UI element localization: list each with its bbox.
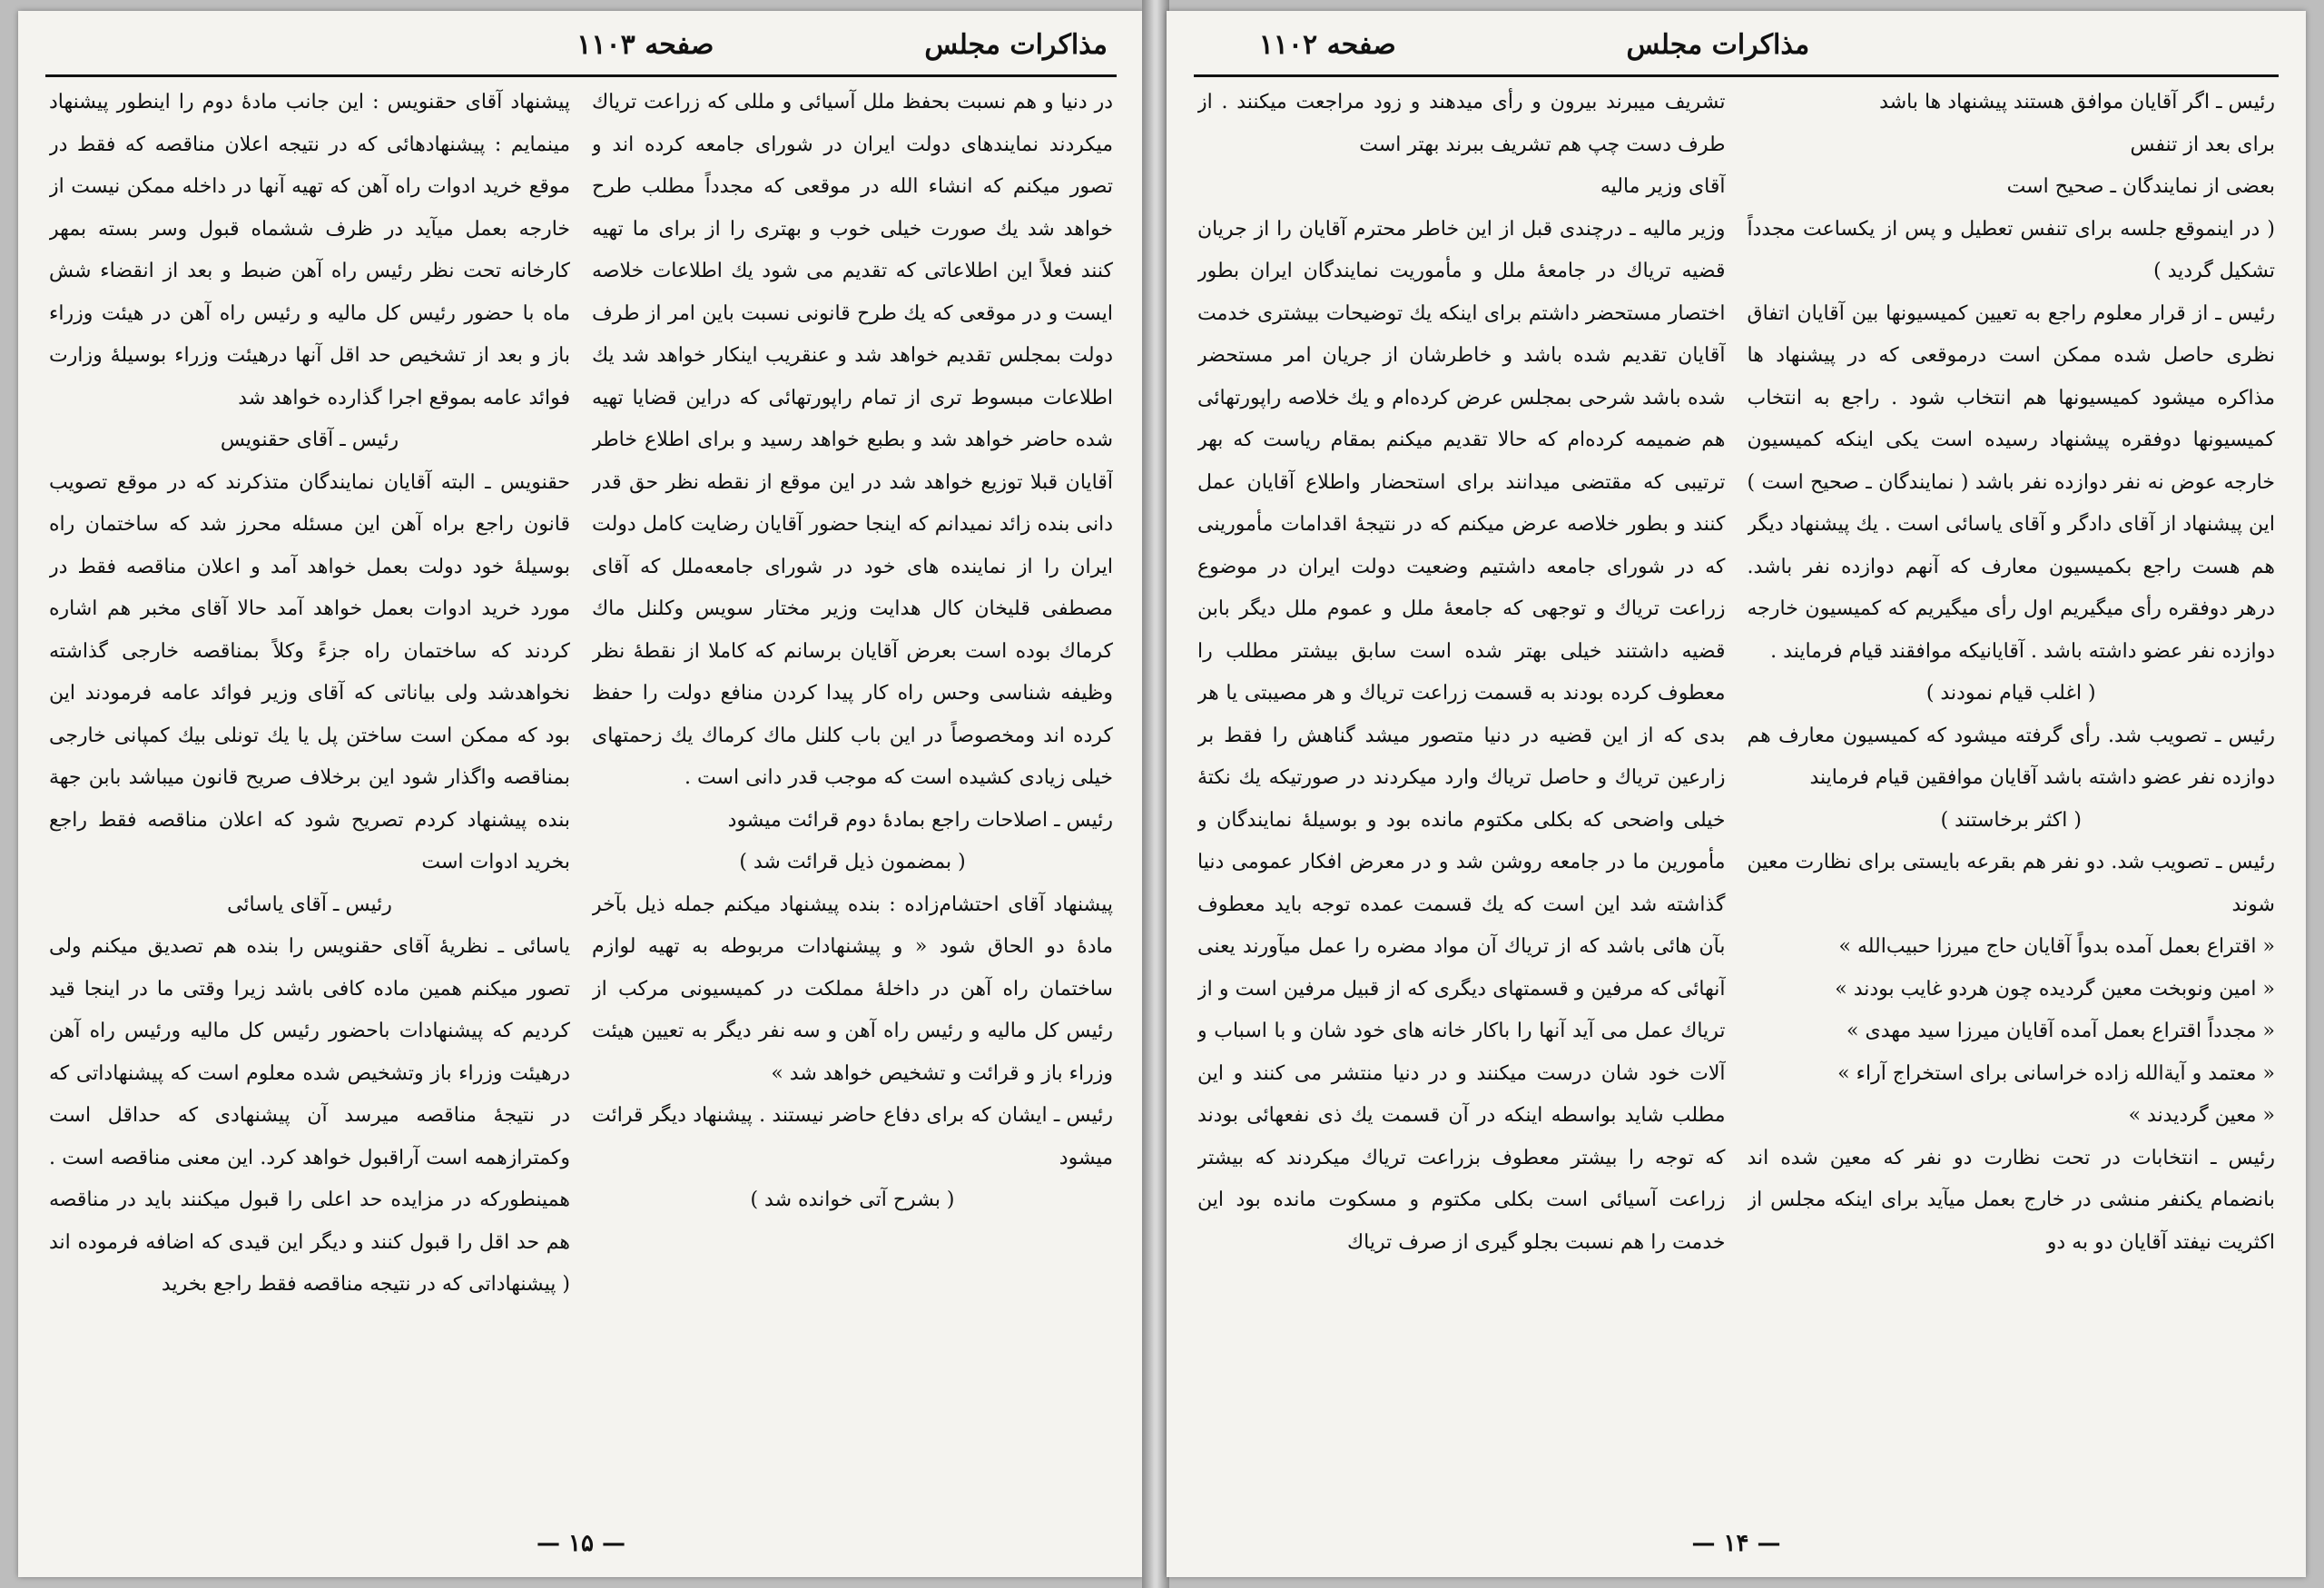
paragraph: « امین ونوبخت معین گردیده چون هردو غایب بودند » [1748,969,2276,1011]
paragraph: « مجدداً اقتراع بعمل آمده آقایان میرزا سید مهدی » [1748,1011,2276,1053]
paragraph: پیشنهاد آقای حقنویس : این جانب مادهٔ دوم را اینطور پیشنهاد مینمایم : پیشنهادهائی که در نتیجه اعلان مناقصه که فقط در موقع خرید ادوات راه آهن که تهیه آنها در داخله ممکن نیست از خارجه بعمل میآید در ظرف ششماه قبول وسر بسته بمهر کارخانه تحت نظر رئیس راه آهن ضبط و بعد از انقضاء شش ماه با حضور رئیس کل مالیه و رئیس راه آهن در هیئت وزراء باز و بعد از تشخیص حد اقل آنها درهیئت وزراء بوسیلهٔ وزارت فوائد عامه بموقع اجرا گذارده خواهد شد [49,91,570,409]
right-column-b [1197,82,1726,1514]
paragraph: آقای وزیر مالیه [1600,175,1726,198]
paragraph: یاسائی ـ نظریهٔ آقای حقنویس را بنده هم تصدیق میکنم ولی تصور میکنم همین ماده کافی باشد زیرا وقتی ما در اینجا قید کردیم که پیشنهادات باحضور رئیس کل مالیه ورئیس راه آهن درهیئت وزراء باز وتشخیص شده معلوم است که پیشنهاداتی که در نتیجهٔ مناقصه میرسد آن پیشنهادی که حداقل است وکمترازهمه است آراقبول خواهد کرد. این معنی مناقصه است . همینطورکه در مزایده حد اعلی را قبول میکنند باید در مناقصه هم حد اقل را قبول کنند و دیگر این قیدی که اضافه فرموده اند ( پیشنهاداتی که در نتیجه مناقصه فقط راجع بخرید [49,935,570,1296]
right-page [1167,11,2306,1577]
paragraph: در دنیا و هم نسبت بحفظ ملل آسیائی و مللی که زراعت تریاك میکردند نمایندهای دولت ایران در شورای جامعه کرده اند و تصور میکنم که انشاء الله در موقعی که مجدداً مطلب طرح خواهد شد یك صورت خیلی خوب و بهتری را از برای ما تهیه کنند فعلاً این اطلاعاتی که تقدیم می شود یك اطلاعات خلاصه ایست و در موقعی که یك طرح قانونی نسبت باین امر از طرف دولت بمجلس تقدیم خواهد شد و عنقریب اینکار خواهد شد یك اطلاعات مبسوط تری از تمام راپورتهائی که دراین قضایا تهیه شده حاضر خواهد شد و بطبع خواهد رسید و برای اطلاع خاطر آقایان قبلا توزیع خواهد شد در این موقع از نقطه نظر حق قدر دانی بنده زائد نمیدانم که اینجا حضور آقایان رضایت کامل دولت ایران را از نماینده های خود در شورای جامعه‌ملل که آقای مصطفی قلیخان کال هدایت وزیر مختار سویس وکلنل ماك کرماك بوده است بعرض آقایان برسانم که کاملا از نقطهٔ نظر وظیفه شناسی وحس راه کار پیدا کردن منافع دولت را حفظ کرده اند ومخصوصاً در این باب کلنل ماك کرماك یك زحمتهای خیلی زیادی کشیده است که موجب قدر دانی است . [592,91,1113,789]
right-header-title: مذاکرات مجلس [1626,29,1810,61]
paragraph: رئیس ـ ایشان که برای دفاع حاضر نیستند . پیشنهاد دیگر قرائت میشود [592,1104,1113,1169]
paragraph: حقنویس ـ البته آقایان نمایندگان متذکرند که در موقع تصویب قانون راجع براه آهن این مسئله محرز شد که ساختمان راه بوسیلهٔ خود دولت بعمل خواهد آمد و اعلان مناقصه فقط در مورد خرید ادوات بعمل خواهد آمد حالا آقای مخبر هم اشاره کردند که ساختمان راه جزءً وکلاً بمناقصه خارجی گذاشته نخواهدشد ولی بیاناتی که آقای وزیر فوائد عامه فرمودند این بود که ممکن است ساختن پل یا یك تونلی بیك کمپانی خارجی بمناقصه واگذار شود این برخلاف صریح قانون میباشد بابن جهة بنده پیشنهاد کردم تصریح شود که اعلان مناقصه فقط راجع بخرید ادوات است [49,470,570,873]
paragraph: « اقتراع بعمل آمده بدواً آقایان حاج میرزا حبیب‌الله » [1748,926,2276,969]
left-page-columns [49,82,1113,1514]
paragraph: ( اغلب قیام نمودند ) [1925,682,2096,705]
left-header-title: مذاکرات مجلس [924,29,1108,61]
paragraph: ( بشرح آتی خوانده شد ) [750,1189,955,1211]
paragraph: وزیر مالیه ـ درچندی قبل از این خاطر محترم آقایان را از جریان قضیه تریاك در جامعهٔ ملل و مأموریت نمایندگان ایران بطور اختصار مستحضر داشتم برای اینکه یك توضیحات بیشتری خدمت آقایان تقدیم شده باشد و خاطرشان از جریان امر مستحضر شده باشد شرحی بمجلس عرض کرده‌ام و یك خلاصه راپورتهائی هم ضمیمه کرده‌ام که حالا تقدیم میکنم بمقام ریاست که بهر ترتیبی که مقتضی میدانند برای استحضار واطلاع آقایان عمل کنند و بطور خلاصه عرض میکنم که در نتیجهٔ اقدامات مأمورینی که در شورای جامعه داشتیم وضعیت دولت ایران در موضوع زراعت تریاك و توجهی که جامعهٔ ملل و عموم ملل دیگر بابن قضیه داشتند خیلی بهتر شده است سابق بیشتر مطلب را معطوف کرده بودند به قسمت زراعت تریاك و هر مصیبتی یا هر بدی که از این قضیه در دنیا متصور میشد گناهش را فقط بر زارعین تریاك و حاصل تریاك وارد میکردند در صورتیکه یك نکتهٔ خیلی واضحی که بکلی مکتوم مانده بود و بوسیلهٔ نمایندگان و مأمورین ما در جامعه روشن شد و در معرض افکار عمومی دنیا گذاشته شد این است که یك قسمت عمده توجه باید معطوف بآن هائی باشد که از تریاك آن مواد مضره را عمل میآورند یعنی آنهائی که مرفین و قسمتهای دیگری که از قبیل مرفین است و از تریاك عمل می آید آنها را باکار خانه های خود شان و با اسباب و آلات خود شان درست میکنند و در دنیا منتشر می کنند و این مطلب شاید بواسطه اینکه در آن قسمت یك ذی نفعهائی بودند که توجه را بیشتر معطوف بزراعت تریاك میکردند که بیشتر زراعت آسیائی است بکلی مکتوم و مسکوت مانده بود این خدمت را هم نسبت بجلو گیری از صرف تریاك [1197,217,1726,1254]
paragraph: ( بمضمون ذیل قرائت شد ) [739,851,966,873]
book-gutter [1142,0,1169,1588]
left-column-b [49,82,570,1514]
paragraph: رئیس ـ تصویب شد. رأی گرفته میشود که کمیسیون معارف هم دوازده نفر عضو داشته باشد آقایان موافقین قیام فرمایند [1747,724,2275,789]
paragraph: بعضی از نمایندگان ـ صحیح است [2006,175,2275,198]
paragraph: ( اکثر برخاستند ) [1940,808,2082,832]
paragraph: « معتمد و آیة‌الله زاده خراسانی برای استخراج آراء » [1748,1053,2276,1096]
left-page-folio: — ۱۵ — [536,1530,626,1557]
paragraph: تشریف میبرند بیرون و رأی میدهند و زود مراجعت میکنند . از طرف دست چپ هم تشریف ببرند بهتر است [1197,91,1726,156]
right-page-folio: — ۱۴ — [1691,1530,1781,1557]
paragraph: رئیس ـ آقای یاسائی [227,893,392,916]
right-page-header [1194,24,2279,77]
left-page [18,11,1144,1577]
left-page-header [45,24,1117,77]
paragraph: پیشنهاد آقای احتشام‌زاده : بنده پیشنهاد میکنم جمله ذیل بآخر مادهٔ دو الحاق شود « و پیشنهادات مربوطه به تهیه لوازم ساختمان راه آهن در داخلهٔ مملکت در کمیسیونی مرکب از رئیس کل مالیه و رئیس راه آهن و سه نفر دیگر به تعیین هیئت وزراء باز و قرائت و تشخیص خواهد شد » [592,893,1113,1085]
paragraph: رئیس ـ اگر آقایان موافق هستند پیشنهاد ها باشد [1879,91,2275,113]
paragraph: رئیس ـ از قرار معلوم راجع به تعیین کمیسیونها بین آقایان اتفاق نظری حاصل شده ممکن است درموقعی که در پیشنهاد ها مذاکره میشود کمیسیونها هم انتخاب شود . راجع به انتخاب کمیسیونها دوفقره پیشنهاد رسیده است یکی اینکه کمیسیون خارجه عوض نه نفر دوازده نفر باشد ( نمایندگان ـ صحیح است ) این پیشنهاد از آقای دادگر و آقای یاسائی است . یك پیشنهاد دیگر هم هست راجع بکمیسیون معارف که آنهم دوازده نفر باشد. درهر دوفقره رأی میگیریم اول رأی میگیریم که کمیسیون خارجه دوازده نفر عضو داشته باشد . آقایانیکه موافقند قیام فرمایند . [1747,301,2275,663]
paragraph: ( در اینموقع جلسه برای تنفس تعطیل و پس از یکساعت مجدداً تشکیل گردید ) [1747,217,2275,282]
left-header-page-number: صفحه ۱۱۰۳ [576,29,714,61]
paragraph: رئیس ـ تصویب شد. دو نفر هم بقرعه بایستی برای نظارت معین شوند [1747,851,2275,916]
right-column-a [1748,82,2276,1514]
paragraph: « معین گردیدند » [1748,1095,2276,1138]
left-column-a [592,82,1113,1514]
paragraph: برای بعد از تنفس [2130,133,2275,156]
right-page-columns [1197,82,2275,1514]
right-header-page-number: صفحه ۱۱۰۲ [1258,29,1396,61]
paragraph: رئیس ـ انتخابات در تحت نظارت دو نفر که معین شده اند بانضمام یکنفر منشی در خارج بعمل میآید برای اینکه مجلس از اکثریت نیفتد آقایان دو به دو [1747,1146,2275,1254]
paragraph: رئیس ـ آقای حقنویس [220,429,399,451]
paragraph: رئیس ـ اصلاحات راجع بمادهٔ دوم قرائت میشود [727,808,1113,832]
